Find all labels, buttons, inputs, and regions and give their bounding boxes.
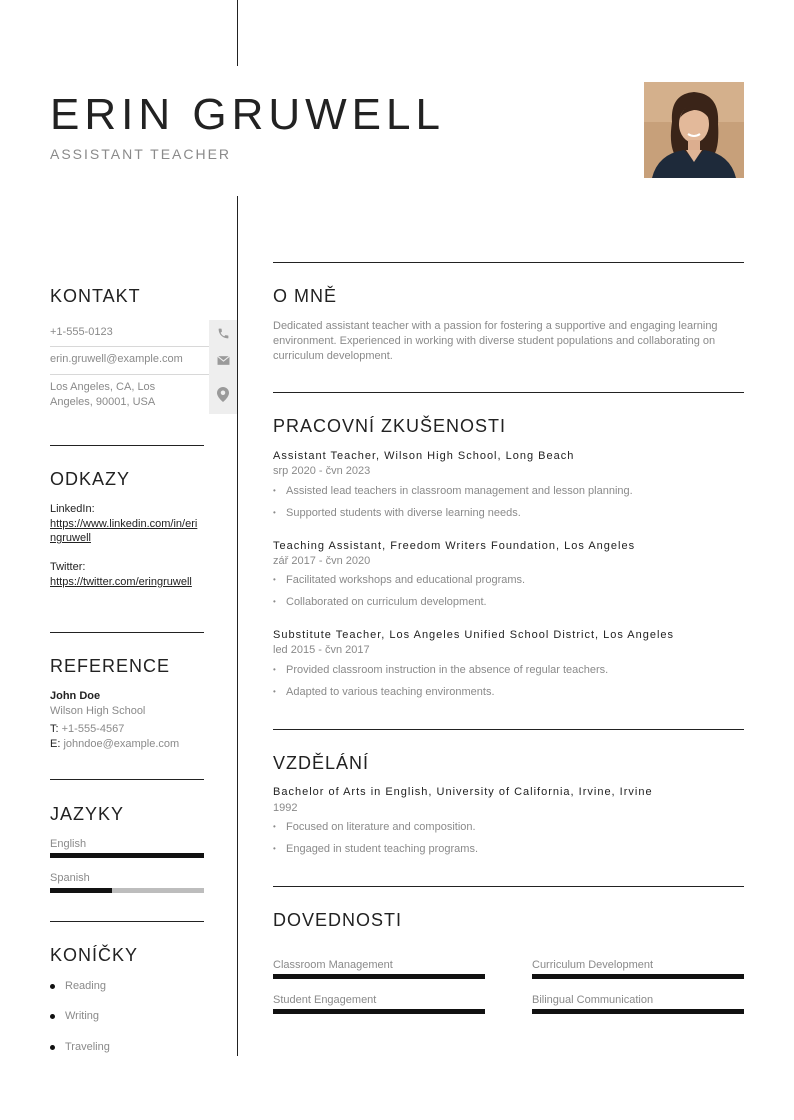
job-title: Assistant Teacher, Wilson High School, Long Beach: [273, 450, 575, 462]
skill-bar: [532, 974, 744, 979]
language-bar-fill: [50, 888, 112, 893]
section-divider: [273, 392, 744, 393]
location-icon-box: [209, 374, 237, 414]
section-divider: [273, 262, 744, 263]
phone-icon: [217, 327, 230, 340]
job-dates: led 2015 - čvn 2017: [273, 644, 370, 656]
reference-phone-row: [50, 722, 124, 737]
side-divider-line: [237, 196, 238, 1056]
reference-email-row: [50, 737, 179, 752]
linkedin-link[interactable]: https://www.linkedin.com/in/eringruwell: [50, 518, 198, 544]
job-bullet: • Collaborated on curriculum development.: [286, 596, 487, 608]
reference-email[interactable]: johndoe@example.com: [63, 738, 180, 750]
reference-email-label: E:: [50, 738, 61, 750]
hobby-item: Reading: [65, 980, 106, 992]
candidate-title: ASSISTANT TEACHER: [50, 146, 232, 162]
job-title: Teaching Assistant, Freedom Writers Foundation, Los Angeles: [273, 540, 636, 552]
experience-heading: PRACOVNÍ ZKUŠENOSTI: [273, 416, 507, 436]
contact-address: Los Angeles, CA, Los Angeles, 90001, USA: [50, 381, 156, 408]
reference-heading: REFERENCE: [50, 656, 171, 676]
twitter-label: Twitter:: [50, 561, 86, 573]
section-divider: [273, 729, 744, 730]
section-divider: [50, 779, 204, 780]
job-dates: zář 2017 - čvn 2020: [273, 555, 371, 567]
bullet-dot: [50, 984, 55, 989]
skill-name: Curriculum Development: [532, 959, 654, 971]
contact-divider: [50, 374, 209, 375]
skill-bar: [273, 974, 485, 979]
profile-photo: [644, 82, 744, 178]
linkedin-label: LinkedIn:: [50, 503, 95, 515]
envelope-icon: [217, 355, 230, 366]
section-divider: [50, 632, 204, 633]
degree-year: 1992: [273, 802, 298, 814]
language-name: Spanish: [50, 872, 90, 884]
reference-phone-label: T:: [50, 723, 59, 735]
language-name: English: [50, 838, 87, 850]
skill-bar: [273, 1009, 485, 1014]
twitter-link[interactable]: https://twitter.com/eringruwell: [50, 576, 192, 588]
job-title: Substitute Teacher, Los Angeles Unified School District, Los Angeles: [273, 629, 675, 641]
contact-heading: KONTAKT: [50, 286, 141, 306]
skill-name: Classroom Management: [273, 959, 393, 971]
section-divider: [273, 886, 744, 887]
top-divider-line: [237, 0, 238, 66]
contact-phone[interactable]: +1-555-0123: [50, 326, 113, 338]
reference-name: John Doe: [50, 690, 101, 702]
job-bullet: • Supported students with diverse learning needs.: [286, 507, 521, 519]
skill-name: Student Engagement: [273, 994, 377, 1006]
hobby-item: Traveling: [65, 1041, 110, 1053]
job-bullet: • Provided classroom instruction in the absence of regular teachers.: [286, 664, 608, 676]
hobby-item: Writing: [65, 1010, 100, 1022]
hobbies-heading: KONÍČKY: [50, 945, 139, 965]
skill-name: Bilingual Communication: [532, 994, 654, 1006]
education-bullet: • Focused on literature and composition.: [286, 821, 476, 833]
candidate-name: ERIN GRUWELL: [50, 90, 445, 139]
job-bullet: • Assisted lead teachers in classroom management and lesson planning.: [286, 485, 633, 497]
job-bullet: • Facilitated workshops and educational programs.: [286, 574, 525, 586]
phone-icon-box: [209, 320, 237, 347]
language-bar-fill: [50, 853, 204, 858]
bullet-dot: [50, 1045, 55, 1050]
section-divider: [50, 921, 204, 922]
education-bullet: • Engaged in student teaching programs.: [286, 843, 478, 855]
education-heading: VZDĚLÁNÍ: [273, 753, 370, 773]
email-icon-box: [209, 347, 237, 374]
job-dates: srp 2020 - čvn 2023: [273, 465, 371, 477]
reference-phone[interactable]: +1-555-4567: [61, 723, 125, 735]
skills-heading: DOVEDNOSTI: [273, 910, 403, 930]
reference-org: Wilson High School: [50, 705, 146, 717]
section-divider: [50, 445, 204, 446]
skill-bar: [532, 1009, 744, 1014]
bullet-dot: [50, 1014, 55, 1019]
languages-heading: JAZYKY: [50, 804, 125, 824]
contact-divider: [50, 346, 209, 347]
map-pin-icon: [217, 387, 229, 402]
about-text: Dedicated assistant teacher with a passion for fostering a supportive and engaging learning environment. Experienced in working with diverse student populations and collaborating on curriculum development.: [273, 320, 718, 362]
about-heading: O MNĚ: [273, 286, 338, 306]
links-heading: ODKAZY: [50, 469, 131, 489]
job-bullet: • Adapted to various teaching environments.: [286, 686, 495, 698]
contact-email[interactable]: erin.gruwell@example.com: [50, 353, 183, 365]
degree-title: Bachelor of Arts in English, University of California, Irvine, Irvine: [273, 786, 653, 798]
